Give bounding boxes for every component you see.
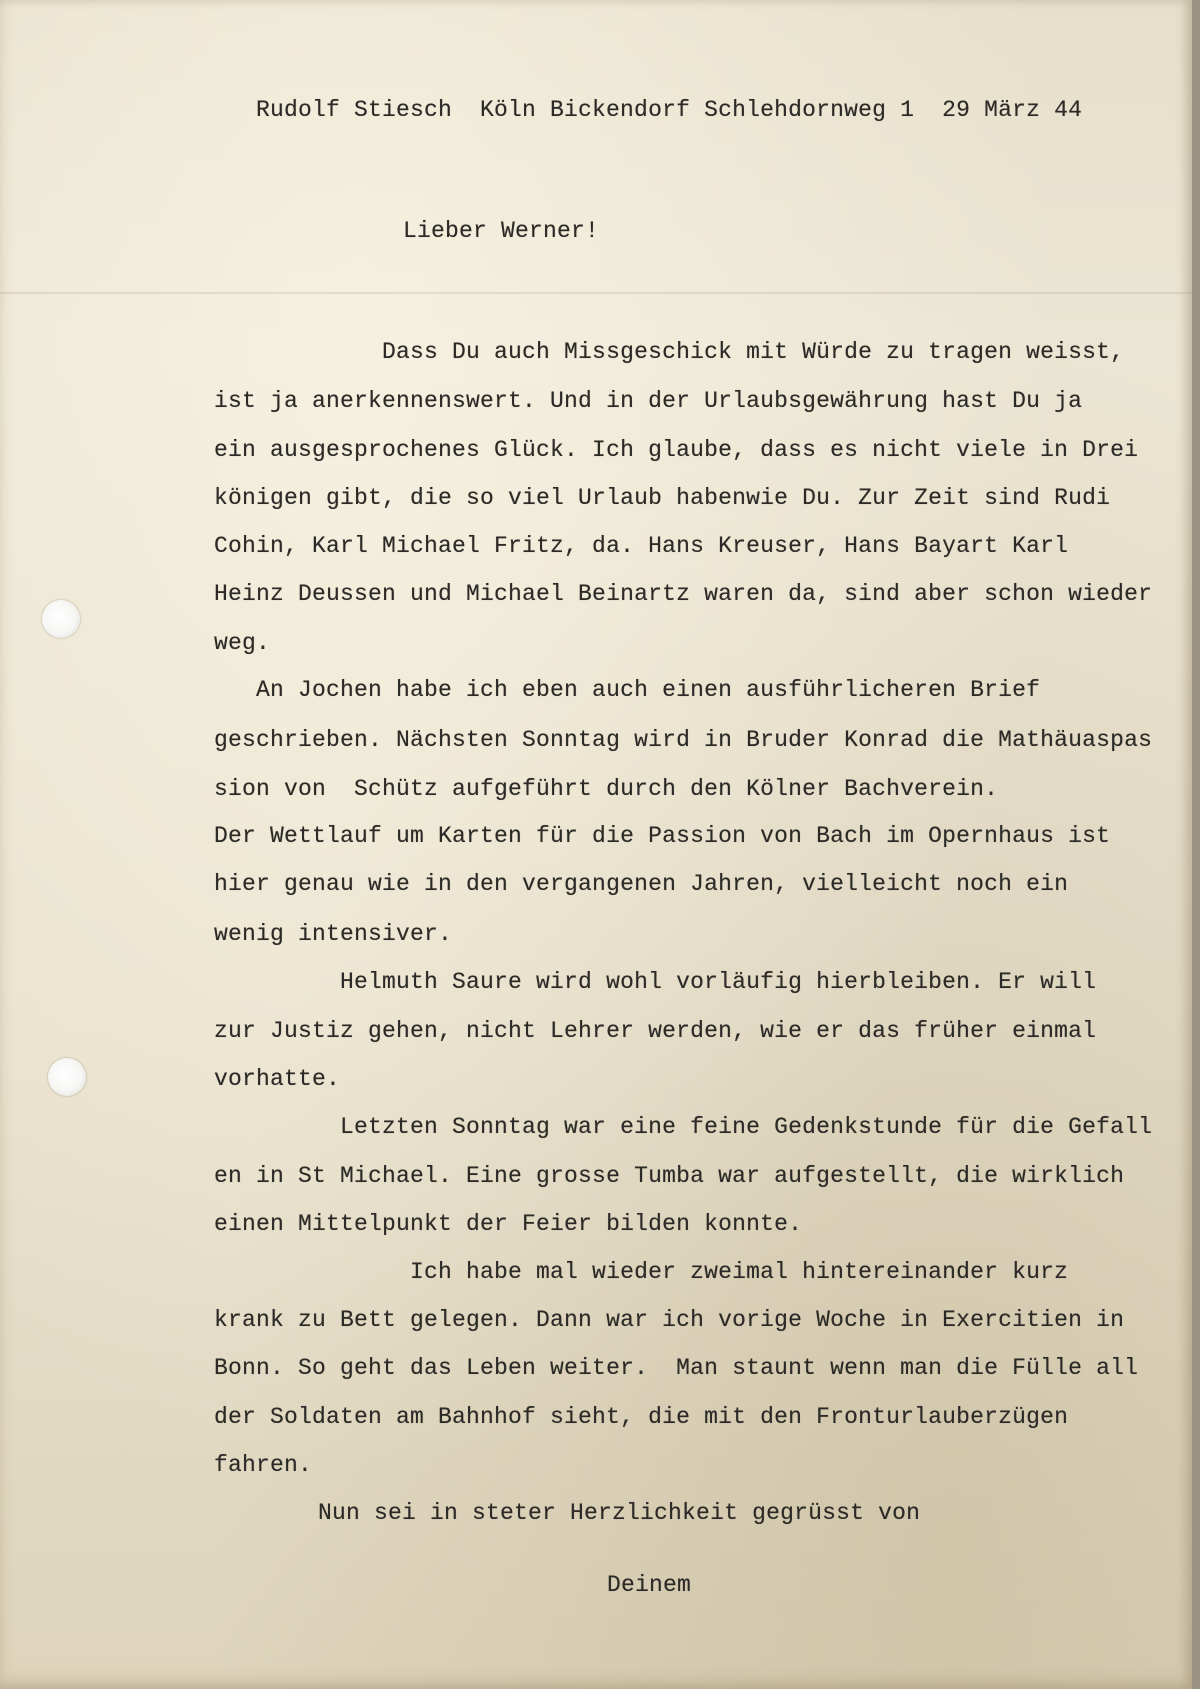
body-line: weg. <box>214 630 271 656</box>
body-line: Helmuth Saure wird wohl vorläufig hierbleiben. Er will <box>214 969 1097 995</box>
body-line: Heinz Deussen und Michael Beinartz waren da, sind aber schon wieder <box>214 581 1153 607</box>
body-line: sion von Schütz aufgeführt durch den Kölner Bachverein. <box>214 776 999 802</box>
body-line: zur Justiz gehen, nicht Lehrer werden, wie er das früher einmal <box>214 1018 1097 1044</box>
body-line: ist ja anerkennenswert. Und in der Urlaubsgewährung hast Du ja <box>214 388 1083 414</box>
body-line: fahren. <box>214 1452 313 1478</box>
body-line: hier genau wie in den vergangenen Jahren, vielleicht noch ein <box>214 871 1069 897</box>
body-line: Dass Du auch Missgeschick mit Würde zu tragen weisst, <box>214 339 1125 365</box>
body-line: geschrieben. Nächsten Sonntag wird in Bruder Konrad die Mathäuaspas <box>214 727 1153 753</box>
body-line: Ich habe mal wieder zweimal hintereinander kurz <box>214 1259 1069 1285</box>
body-line: wenig intensiver. <box>214 921 453 947</box>
body-line: vorhatte. <box>214 1066 341 1092</box>
body-line: Letzten Sonntag war eine feine Gedenkstunde für die Gefall <box>214 1114 1153 1140</box>
salutation: Lieber Werner! <box>403 218 600 244</box>
body-line: königen gibt, die so viel Urlaub habenwie Du. Zur Zeit sind Rudi <box>214 485 1111 511</box>
body-line: ein ausgesprochenes Glück. Ich glaube, dass es nicht viele in Drei <box>214 437 1139 463</box>
body-line: Der Wettlauf um Karten für die Passion von Bach im Opernhaus ist <box>214 823 1111 849</box>
paper-fold-line <box>0 292 1192 294</box>
punch-hole-icon <box>42 600 80 638</box>
signature-greeting: Deinem <box>607 1572 692 1598</box>
body-line: Cohin, Karl Michael Fritz, da. Hans Kreuser, Hans Bayart Karl <box>214 533 1069 559</box>
punch-hole-icon <box>48 1058 86 1096</box>
body-line: en in St Michael. Eine grosse Tumba war aufgestellt, die wirklich <box>214 1163 1125 1189</box>
closing-line: Nun sei in steter Herzlichkeit gegrüsst von <box>318 1500 921 1526</box>
body-line: krank zu Bett gelegen. Dann war ich vorige Woche in Exercitien in <box>214 1307 1125 1333</box>
body-line: einen Mittelpunkt der Feier bilden konnte. <box>214 1211 803 1237</box>
body-line: Bonn. So geht das Leben weiter. Man staunt wenn man die Fülle all <box>214 1355 1139 1381</box>
letter-header: Rudolf Stiesch Köln Bickendorf Schlehdornweg 1 29 März 44 <box>256 97 1083 123</box>
body-line: der Soldaten am Bahnhof sieht, die mit den Fronturlauberzügen <box>214 1404 1069 1430</box>
body-line: An Jochen habe ich eben auch einen ausführlicheren Brief <box>214 677 1041 703</box>
